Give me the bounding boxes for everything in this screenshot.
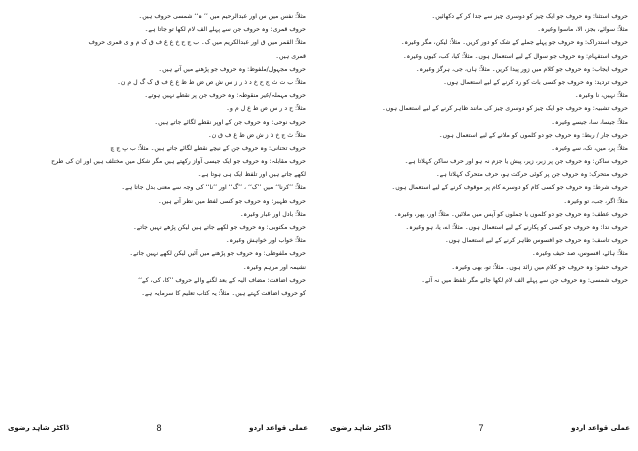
text-line: حروف نوحی: وہ حروف جن کے اوپر نقطے لگائے جاتے ہیں۔ [154,118,306,126]
page-number: 8 [156,423,162,433]
text-line: حروف ملفوظی: وہ حروف جو پڑھنے میں آئیں لیکن لکھے نہیں جاتے۔ [129,250,306,258]
footer-book-title: عملی قواعد اردو [249,424,308,432]
text-line: حروف ساکن: وہ حروف جن پر زبر، زیر، پیش یا جزم نہ ہو اور حرف ساکن کہلاتا ہے۔ [404,158,628,166]
text-line: حروف حشو: وہ حروف جو کلام میں زائد ہوں۔ مثلاً: تو، بھی وغیرہ۔ [451,263,628,271]
text-line: حروف مہملہ/غیر منقوطہ: وہ حروف جن پر نقطے نہیں ہوتے۔ [144,92,306,100]
text-line: حروف قمری: وہ حروف جن سے پہلے الف لام لکھا تو جاتا ہے۔ [144,26,306,34]
text-line: حروف مکتوبی: وہ حروف جو لکھے جاتے ہیں لیکن پڑھے نہیں جاتے۔ [133,224,306,231]
text-line: حروف ظہیر: وہ حروف جو کسی لفظ میں نظر آتے ہیں۔ [157,197,306,205]
text-line: کو حروف اضافت کہتے ہیں۔ مثلاً: یہ کتاب تعلیم کا سرمایہ ہے۔ [141,289,306,297]
footer-author: ڈاکٹر شاہد رضوی [8,424,69,432]
text-line: مثلاً: اگر، جب، تو وغیرہ۔ [563,197,628,205]
text-line: مثلاً: پر، میں، تک، سے وغیرہ۔ [551,144,628,152]
text-line: حروف استفہام: وہ حروف جو سوال کے لیے استعمال ہوں۔ مثلاً: کیا، کب، کیوں وغیرہ۔ [402,52,628,60]
text-line: حروف ایجاب: وہ حروف جو کلام میں زور پیدا کریں۔ مثلاً: ہاں، جی، ہرگز وغیرہ۔ [415,65,628,73]
text-line: حروف اضافت: مضاف الیہ کے بعد لگنے والے حروف ’’کا، کی، کے‘‘ [138,276,306,284]
page-gutter [318,0,320,451]
text-line: مثلاً: نہیں، نا وغیرہ۔ [574,92,628,100]
text-line: حروف شمسی: وہ حروف جن سے پہلے الف لام لکھا جائے مگر تلفظ میں نہ آئے۔ [421,276,628,284]
text-line: حروف استدراک: وہ حروف جو پہلے جملے کے شک کو دور کریں۔ مثلاً: لیکن، مگر وغیرہ۔ [400,39,628,47]
right-page-text [330,10,630,287]
text-line: حروف تردید: وہ حروف جو کسی بات کو رد کرنے کے لیے استعمال ہوں۔ [443,78,628,86]
text-line: مثلاً: القمر میں ق اور عبدالکریم میں ک۔ ب ج ح خ ع غ ف ق ک م و ی قمری حروف [88,39,306,47]
left-page [8,10,308,440]
text-line: حروف استثنا: وہ حروف جو ایک چیز کو دوسری چیز سے جدا کر کے دکھائیں۔ [431,13,628,20]
text-line: مثلاً: ث ج خ ذ ز ش ض ظ غ ف ق ن۔ [208,131,306,139]
text-line: حروف جار / ربط: وہ حروف جو دو کلموں کو ملانے کے لیے استعمال ہوں۔ [438,131,628,139]
text-line: نشیمہ اور مرہم وغیرہ۔ [242,263,306,271]
text-line: مثلاً: ب ت ث ج ح خ د ذ ر ز س ش ص ض ط ظ ع غ ف ق ک گ ل م ن۔ [117,78,306,86]
text-line: مثلاً: ہائے، افسوس، صد حیف وغیرہ۔ [532,250,628,258]
footer-author: ڈاکٹر شاہد رضوی [330,424,391,432]
right-page [330,10,630,440]
page-number: 7 [478,423,484,433]
text-line: مثلاً: جیسا، سا، جیسے وغیرہ۔ [551,118,628,126]
text-line: حروف عطف: وہ حروف جو دو کلموں یا جملوں کو آپس میں ملائیں۔ مثلاً: اور، پھر، وغیرہ۔ [393,210,628,218]
text-line: قمری ہیں۔ [275,52,306,60]
left-page-text [8,10,308,300]
text-line: حروف متحرک: وہ حروف جن پر کوئی حرکت ہو، حرف متحرک کہلاتا ہے۔ [435,171,628,179]
text-line: حروف تاسف: وہ حروف جو افسوس ظاہر کرنے کے لیے استعمال ہوں۔ [445,237,628,245]
text-line: مثلاً: بادل اور غبار وغیرہ۔ [239,210,306,218]
text-line: لکھے جاتے ہیں اور تلفظ ایک ہی ہوتا ہے۔ [197,171,306,179]
text-line: حروف تحتانی: وہ حروف جن کے نیچے نقطے لگائے جاتے ہیں۔ مثلاً: ب پ ج چ [110,144,306,152]
text-line: مثلاً: نفس میں س اور عبدالرحیم میں ’’ ہ‘‘ شمسی حروف ہیں۔ [138,13,306,20]
right-page-footer [330,420,630,436]
text-line: حروف شرط: وہ حروف جو کسی کام کو دوسرے کام پر موقوف کرنے کے لیے استعمال ہوں۔ [391,184,628,192]
text-line: حروف مقابلہ: وہ حروف جو ایک جیسی آواز رکھتے ہیں مگر شکل میں مختلف ہیں اور ان کی طرح [51,158,306,166]
left-page-footer [8,420,308,436]
text-line: حروف مجہول/ملفوظ: وہ حروف جو پڑھنے میں آتے ہیں۔ [158,65,306,73]
text-line: مثلاً: ’’کرنا‘‘ میں ’’ک‘‘ ، ’’گ‘‘ اور ’’نا‘‘ کی وجہ سے معنی بدل جاتا ہے۔ [121,184,306,192]
text-line: مثلاً: سوائے، بجز، الا، ماسوا وغیرہ۔ [537,26,628,34]
footer-book-title: عملی قواعد اردو [571,424,630,432]
text-line: مثلاً: ح د ر س ص ط ع ل م و۔ [226,105,306,113]
text-line: حروف ندا: وہ حروف جو کسی کو پکارنے کے لیے استعمال ہوں۔ مثلاً: اے، یا، ہو وغیرہ۔ [405,224,628,231]
text-line: حروف تشبیہ: وہ حروف جو ایک چیز کو دوسری چیز کی مانند ظاہر کرنے کے لیے استعمال ہوں۔ [382,105,628,113]
text-line: مثلاً: خواب اور خواہش وغیرہ۔ [225,237,306,245]
